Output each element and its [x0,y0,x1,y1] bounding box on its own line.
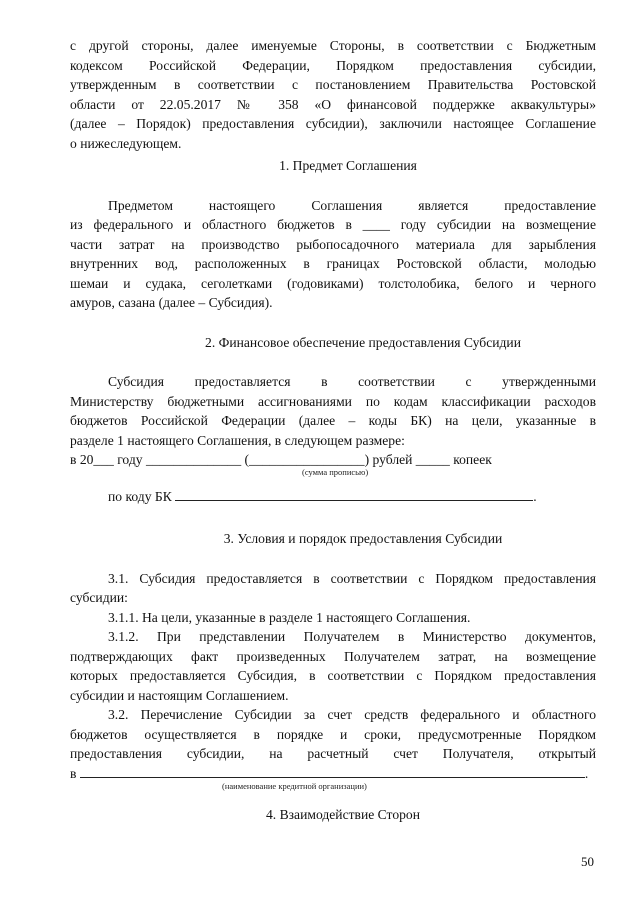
section-1-line: Предметом настоящего Соглашения является предоставление [108,197,596,213]
bank-label: в [70,765,77,781]
intro-line: области от 22.05.2017 № 358 «О финансовой поддержке аквакультуры» [70,96,596,112]
bank-name-blank [80,764,585,778]
section-1-line: из федерального и областного бюджетов в ____ году субсидии на возмещение [70,217,596,232]
intro-line: кодексом Российской Федерации, Порядком предоставления субсидии, [70,57,596,73]
section-2-line: Субсидия предоставляется в соответствии с утвержденными [108,374,596,389]
bk-code-blank [175,487,533,501]
section-1-line: части затрат на производство рыбопосадочного материала для зарыбления [70,236,596,252]
section-1-title: 1. Предмет Соглашения [279,158,417,173]
document-page [70,36,596,825]
intro-line: утвержденным в соответствии с постановлением Правительства Ростовской [70,77,596,92]
section-1-line: шемаи и судака, сеголетками (годовиками) толстолобика, белого и черного [70,275,596,291]
section-2-title: 2. Финансовое обеспечение предоставления Субсидии [205,334,521,350]
bk-label: по коду БК [108,488,172,504]
section-2-line: бюджетов Российской Федерации (далее – коды БК) на цели, указанные в [70,413,596,428]
section-3-line: подтверждающих факт произведенных Получателем затрат, на возмещение [70,648,596,664]
section-3-line: бюджетов осуществляется в порядке и сроки, предусмотренные Порядком [70,726,596,742]
intro-line: о нижеследующем. [70,135,182,151]
section-1-line: амуров, сазана (далее – Субсидия). [70,295,273,310]
intro-line: с другой стороны, далее именуемые Стороны, в соответствии с Бюджетным [70,38,596,53]
section-3-line: 3.1. Субсидия предоставляется в соответствии с Порядком предоставления [108,570,596,586]
bank-caption: (наименование кредитной организации) [222,781,367,791]
section-2-line: разделе 1 настоящего Соглашения, в следующем размере: [70,432,405,448]
amount-caption: (сумма прописью) [302,466,369,477]
section-3-line: 3.1.1. На цели, указанные в разделе 1 настоящего Соглашения. [108,609,471,625]
section-2-line: Министерству бюджетными ассигнованиями по кодам классификации расходов [70,393,596,409]
page-number: 50 [581,854,594,869]
section-3-line: которых предоставляется Субсидия, в соответствии с Порядком предоставления [70,668,596,683]
section-3-line: субсидии: [70,590,128,605]
section-3-line: 3.2. Перечисление Субсидии за счет средств федерального и областного [108,707,596,722]
section-3-line: 3.1.2. При представлении Получателем в Министерство документов, [108,629,596,644]
intro-line: (далее – Порядок) предоставления субсидии), заключили настоящее Соглашение [70,116,596,131]
bank-end: . [584,765,589,781]
section-4-title: 4. Взаимодействие Сторон [266,807,420,822]
section-3-line: субсидии и настоящим Соглашением. [70,687,289,703]
bk-end: . [533,488,537,504]
section-1-line: внутренних вод, расположенных в границах Ростовской области, молодью [70,256,596,271]
amount-line: в 20___ году ______________ (_________________) рублей _____ копеек [70,452,492,467]
section-3-line: предоставления субсидии, на расчетный счет Получателя, открытый [70,746,596,761]
section-3-title: 3. Условия и порядок предоставления Субсидии [223,531,503,546]
